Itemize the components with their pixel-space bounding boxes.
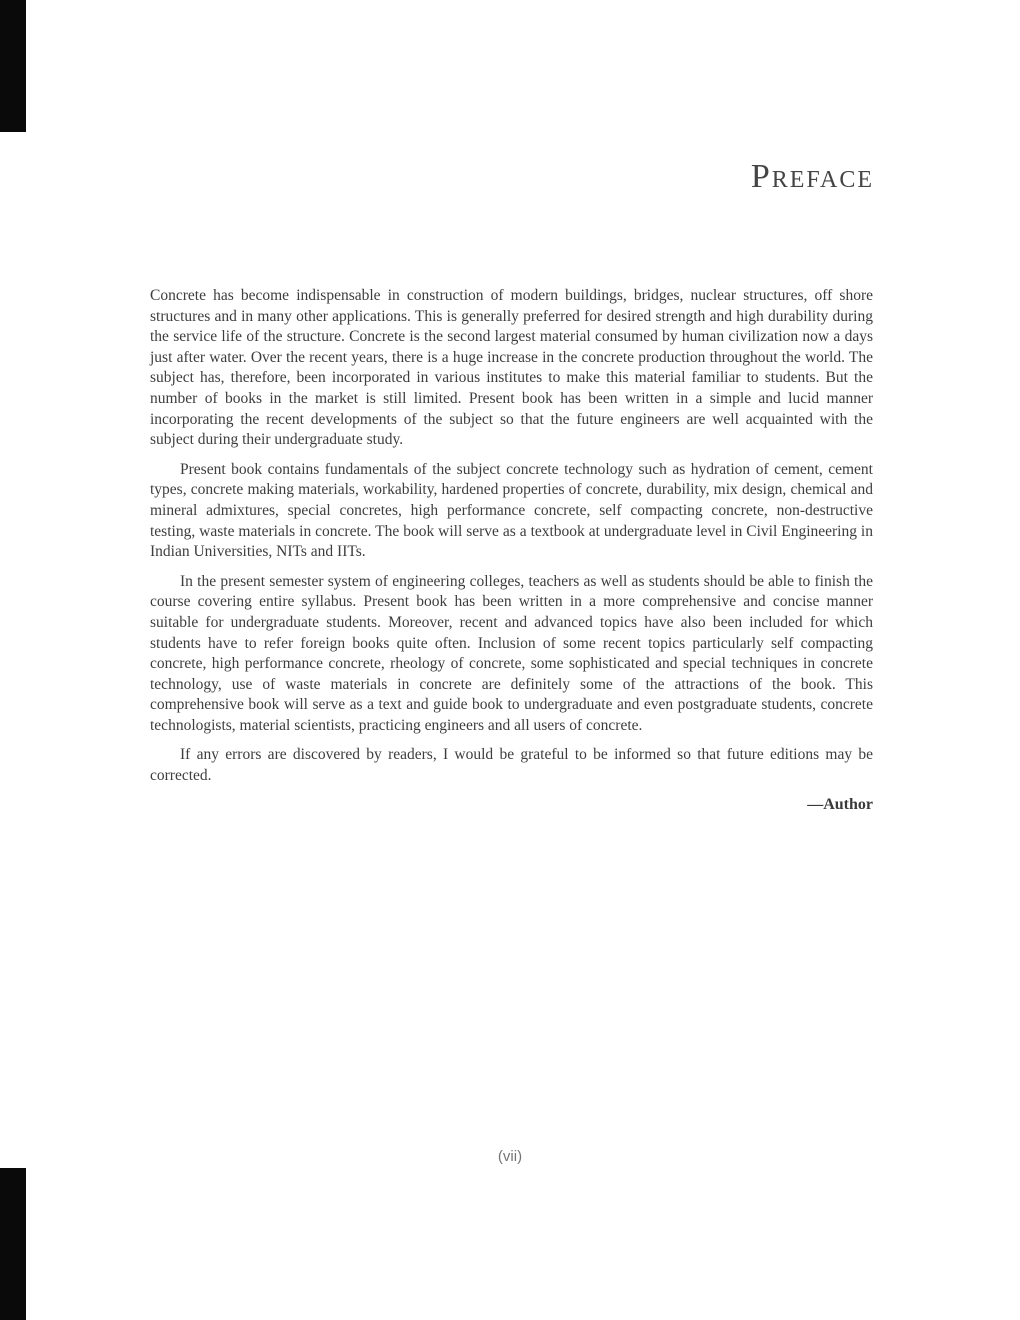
page-title: Preface <box>750 158 874 195</box>
scan-artifact-bottom <box>0 1168 26 1320</box>
paragraph: In the present semester system of engineering colleges, teachers as well as students should be able to finish the course covering entire syllabus. Present book has been written in a more comprehensive and concise manner suitable for undergraduate students. Moreover, recent and advanced topics have also been included for which students have to refer foreign books quite often. Inclusion of some recent topics particularly self compacting concrete, high performance concrete, rheology of concrete, some sophisticated and special techniques in concrete technology, use of waste materials in concrete are definitely some of the attractions of the book. This comprehensive book will serve as a text and guide book to undergraduate and even postgraduate students, concrete technologists, material scientists, practicing engineers and all users of concrete. <box>150 572 873 734</box>
paragraph: Concrete has become indispensable in construction of modern buildings, bridges, nuclear structures, off shore structures and in many other applications. This is generally preferred for desired strength and high durability during the service life of the structure. Concrete is the second largest material consumed by human civilization now a days just after water. Over the recent years, there is a huge increase in the concrete production throughout the world. The subject has, therefore, been incorporated in various institutes to make this material familiar to students. But the number of books in the market is still limited. Present book has been written in a simple and lucid manner incorporating the recent developments of the subject so that the future engineers are well acquainted with the subject during their undergraduate study. <box>150 287 873 449</box>
scan-artifact-top <box>0 0 26 132</box>
page-number: (vii) <box>497 1148 523 1165</box>
paragraph: Present book contains fundamentals of the subject concrete technology such as hydration of cement, cement types, concrete making materials, workability, hardened properties of concrete, durability, mix design, chemical and mineral admixtures, special concretes, high performance concrete, self compacting concrete, non-destructive testing, waste materials in concrete. The book will serve as a textbook at undergraduate level in Civil Engineering in Indian Universities, NITs and IITs. <box>150 460 873 561</box>
paragraph: If any errors are discovered by readers, I would be grateful to be informed so that future editions may be corrected. <box>150 746 873 785</box>
preface-body <box>150 286 873 814</box>
author-signature: —Author <box>807 795 873 813</box>
